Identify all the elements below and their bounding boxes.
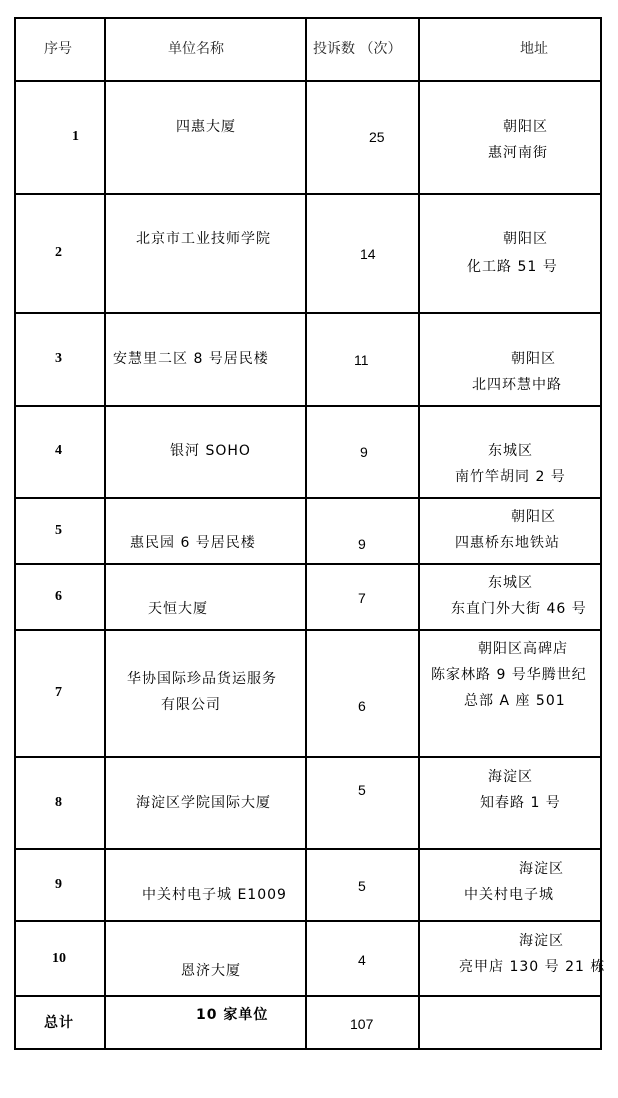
row-index: 6	[55, 589, 62, 604]
address-line: 朝阳区高碑店	[478, 641, 568, 657]
row-index: 2	[55, 245, 62, 260]
complaint-count: 25	[369, 129, 385, 145]
total-complaints: 107	[350, 1016, 374, 1032]
address-line: 陈家林路 9 号华腾世纪	[431, 667, 587, 683]
address-line: 东直门外大街 46 号	[451, 601, 587, 617]
table-rule	[14, 756, 602, 758]
column-rule	[104, 17, 106, 1050]
header-name: 单位名称	[168, 41, 224, 57]
unit-name: 北京市工业技师学院	[136, 231, 271, 247]
address-line: 海淀区	[519, 861, 564, 877]
address-line: 朝阳区	[511, 509, 556, 525]
complaint-count: 4	[358, 952, 366, 968]
row-index: 5	[55, 523, 62, 538]
row-index: 1	[72, 129, 79, 144]
unit-name: 银河 SOHO	[170, 443, 251, 459]
header-address: 地址	[520, 41, 548, 57]
address-line: 朝阳区	[511, 351, 556, 367]
address-line: 亮甲店 130 号 21 栋	[459, 959, 606, 975]
complaint-count: 7	[358, 590, 366, 606]
table-border-right	[600, 17, 602, 1050]
table-rule	[14, 563, 602, 565]
unit-name: 海淀区学院国际大厦	[136, 795, 271, 811]
complaint-count: 9	[358, 536, 366, 552]
row-index: 4	[55, 443, 62, 458]
table-border-left	[14, 17, 16, 1050]
unit-name: 惠民园 6 号居民楼	[130, 535, 256, 551]
table-rule	[14, 497, 602, 499]
address-line: 惠河南街	[488, 145, 548, 161]
unit-name: 有限公司	[161, 697, 221, 713]
complaint-count: 5	[358, 782, 366, 798]
row-index: 10	[52, 951, 66, 966]
complaint-count: 9	[360, 444, 368, 460]
address-line: 朝阳区	[503, 119, 548, 135]
address-line: 北四环慧中路	[472, 377, 562, 393]
complaint-count: 5	[358, 878, 366, 894]
address-line: 知春路 1 号	[480, 795, 561, 811]
address-line: 四惠桥东地铁站	[455, 535, 560, 551]
unit-name: 华协国际珍品货运服务	[127, 671, 277, 687]
complaint-count: 11	[354, 352, 369, 368]
address-line: 东城区	[488, 443, 533, 459]
address-line: 南竹竿胡同 2 号	[455, 469, 566, 485]
total-label: 总计	[44, 1015, 74, 1031]
unit-name: 中关村电子城 E1009	[142, 887, 287, 903]
address-line: 东城区	[488, 575, 533, 591]
complaint-count: 14	[360, 246, 376, 262]
address-line: 朝阳区	[503, 231, 548, 247]
row-index: 3	[55, 351, 62, 366]
table-rule	[14, 80, 602, 82]
table-rule	[14, 920, 602, 922]
table-rule	[14, 629, 602, 631]
total-units: 10 家单位	[196, 1007, 269, 1023]
table-rule	[14, 312, 602, 314]
table-border-top	[14, 17, 602, 19]
address-line: 化工路 51 号	[467, 259, 558, 275]
row-index: 8	[55, 795, 62, 810]
table-rule	[14, 995, 602, 997]
unit-name: 四惠大厦	[176, 119, 236, 135]
header-complaints: 投诉数 （次）	[313, 41, 402, 57]
table-border-bottom	[14, 1048, 602, 1050]
row-index: 9	[55, 877, 62, 892]
table-rule	[14, 193, 602, 195]
header-index: 序号	[44, 41, 72, 57]
address-line: 总部 A 座 501	[464, 693, 566, 709]
row-index: 7	[55, 685, 62, 700]
address-line: 海淀区	[519, 933, 564, 949]
column-rule	[305, 17, 307, 1050]
table-rule	[14, 405, 602, 407]
address-line: 中关村电子城	[464, 887, 554, 903]
address-line: 海淀区	[488, 769, 533, 785]
unit-name: 安慧里二区 8 号居民楼	[113, 351, 269, 367]
unit-name: 恩济大厦	[181, 963, 241, 979]
complaint-count: 6	[358, 698, 366, 714]
table-rule	[14, 848, 602, 850]
unit-name: 天恒大厦	[148, 601, 208, 617]
column-rule	[418, 17, 420, 1050]
